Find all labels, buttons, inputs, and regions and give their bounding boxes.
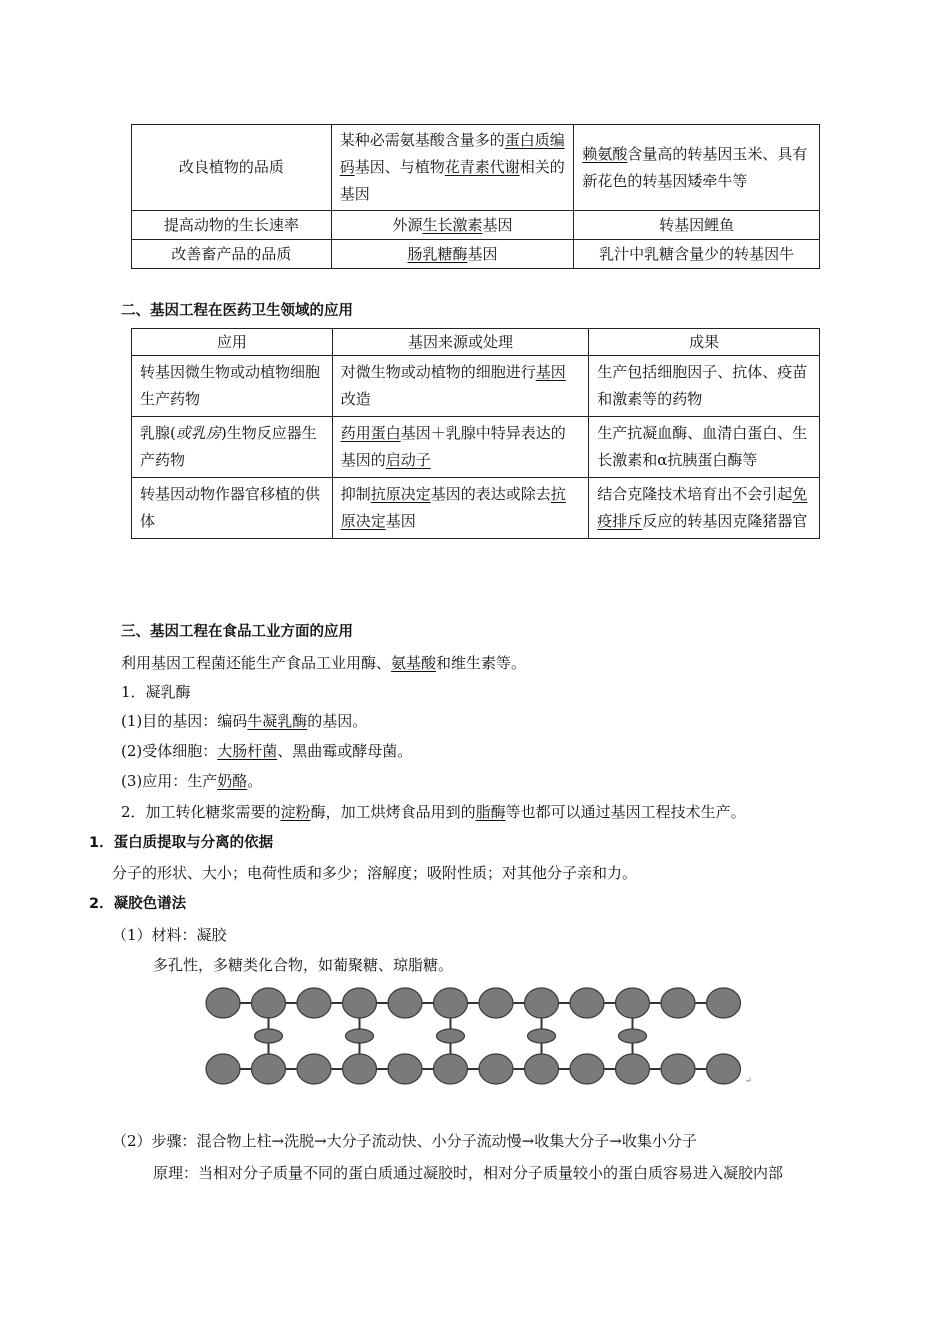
table-cell: 改善畜产品的品质 — [132, 240, 332, 269]
underlined-term: 肠乳糖酶 — [407, 245, 468, 263]
text: (2)受体细胞： — [121, 742, 218, 760]
cell-text: 基因 — [467, 245, 498, 263]
gel-bead — [206, 1054, 240, 1084]
table-row — [132, 240, 820, 269]
table-cell — [332, 356, 589, 417]
cell-text: 外源 — [392, 216, 423, 234]
paragraph-mark: ↵ — [745, 1076, 752, 1085]
subheading: 1．凝乳酶 — [121, 683, 191, 701]
gel-bead — [252, 1054, 286, 1084]
paragraph — [121, 770, 262, 792]
underlined-term: 启动子 — [385, 451, 431, 469]
underlined-term: 药用蛋白 — [340, 424, 401, 442]
underlined-term: 奶酪 — [217, 772, 248, 790]
paragraph: （2）步骤：混合物上柱→洗脱→大分子流动快、小分子流动慢→收集大分子→收集小分子 — [112, 1132, 697, 1150]
paragraph — [121, 801, 746, 823]
table-cell: 转基因微生物或动植物细胞生产药物 — [132, 356, 333, 417]
underlined-term: 赖氨酸 — [582, 144, 628, 163]
section-heading: 2．凝胶色谱法 — [89, 896, 187, 912]
table-cell — [331, 211, 574, 240]
table-cell: 生产包括细胞因子、抗体、疫苗和激素等的药物 — [589, 356, 820, 417]
gel-bead — [434, 1054, 468, 1084]
underlined-term: 大肠杆菌 — [217, 742, 278, 760]
paragraph — [121, 710, 367, 732]
gel-bead — [661, 1054, 695, 1084]
table-cell — [574, 125, 820, 211]
cell-text: 基因 — [482, 216, 513, 234]
table-cell: 转基因鲤鱼 — [574, 211, 820, 240]
paragraph — [121, 652, 526, 674]
paragraph: 分子的形状、大小；电荷性质和多少；溶解度；吸附性质；对其他分子亲和力。 — [112, 864, 638, 882]
table-cell — [332, 417, 589, 478]
table-header-row — [132, 329, 820, 356]
gel-crosslink-node — [528, 1029, 556, 1043]
gel-bead — [297, 1054, 331, 1084]
gel-bead — [616, 1054, 650, 1084]
section-heading: 1．蛋白质提取与分离的依据 — [89, 835, 274, 851]
gel-bead — [525, 1054, 559, 1084]
cell-text: 相关的基因 — [339, 158, 565, 203]
table-cell: 生产抗凝血酶、血清白蛋白、生长激素和α抗胰蛋白酶等 — [589, 417, 820, 478]
text: (1)目的基因：编码 — [121, 712, 248, 730]
gel-bead — [525, 988, 559, 1018]
table-cell — [331, 125, 574, 211]
cell-text: 基因、与植物 — [354, 158, 445, 176]
underlined-term: 抗原决定 — [370, 485, 431, 503]
cell-text: 基因的表达或除去 — [430, 485, 551, 503]
gel-bead — [479, 1054, 513, 1084]
table-cell: 提高动物的生长速率 — [132, 211, 332, 240]
gel-bead — [707, 988, 741, 1018]
underlined-term: 花青素代谢 — [444, 158, 520, 176]
medicine-table — [131, 328, 820, 539]
gel-bead — [388, 1054, 422, 1084]
gel-crosslink-node — [619, 1029, 647, 1043]
gel-crosslink-node — [437, 1029, 465, 1043]
table-cell: 转基因动物作器官移植的供体 — [132, 478, 333, 539]
section-heading: 二、基因工程在医药卫生领域的应用 — [121, 303, 353, 319]
gel-bead — [252, 988, 286, 1018]
underlined-term: 生长激素 — [422, 216, 483, 234]
cell-text: 反应的转基因克隆猪器官 — [642, 512, 808, 530]
cell-text: 改造 — [340, 390, 371, 408]
cell-text: 某种必需氨基酸含量多的 — [339, 131, 505, 149]
table-header: 应用 — [132, 329, 333, 356]
gel-crosslink-node — [255, 1029, 283, 1043]
gel-bead — [343, 1054, 377, 1084]
underlined-term: 氨基酸 — [391, 654, 437, 672]
gel-bead — [434, 988, 468, 1018]
cell-text: 含量高的转基因玉米、具有新花色的转基因矮牵牛等 — [582, 144, 808, 190]
table-cell — [331, 240, 574, 269]
cell-text: 结合克隆技术培育出不会引起 — [597, 485, 793, 503]
cell-text: )生物反应器生产药物 — [140, 424, 317, 469]
text: 等也都可以通过基因工程技术生产。 — [505, 803, 746, 821]
table-row — [132, 417, 820, 478]
table-header: 基因来源或处理 — [332, 329, 589, 356]
gel-bead — [616, 988, 650, 1018]
text: 2．加工转化糖浆需要的 — [121, 803, 281, 821]
paragraph — [121, 740, 412, 762]
gel-bead — [570, 1054, 604, 1084]
text: 。 — [247, 772, 263, 790]
cell-text: 基因 — [385, 512, 416, 530]
gel-bead — [570, 988, 604, 1018]
gel-crosslink-node — [346, 1029, 374, 1043]
text: 酶，加工烘烤食品用到的 — [310, 803, 476, 821]
underlined-term: 淀粉 — [280, 803, 311, 821]
section-heading: 三、基因工程在食品工业方面的应用 — [121, 624, 353, 640]
underlined-term: 基因 — [535, 363, 566, 381]
underlined-term: 蛋白质编码 — [339, 131, 565, 176]
underlined-term: 脂酶 — [475, 803, 506, 821]
cell-text: 乳腺( — [140, 424, 176, 442]
text: 、黑曲霉或酵母菌。 — [277, 742, 413, 760]
table-cell: 改良植物的品质 — [132, 125, 332, 211]
table-cell — [589, 478, 820, 539]
text: 和维生素等。 — [436, 654, 527, 672]
gel-bead — [206, 988, 240, 1018]
table-row — [132, 211, 820, 240]
cell-text: 基因＋乳腺中特异表达的基因的 — [340, 424, 566, 469]
text: 的基因。 — [307, 712, 368, 730]
text: (3)应用：生产 — [121, 772, 218, 790]
table-row — [132, 125, 820, 211]
gel-bead — [388, 988, 422, 1018]
underlined-term: 牛凝乳酶 — [247, 712, 308, 730]
paragraph: 多孔性，多糖类化合物，如葡聚糖、琼脂糖。 — [153, 956, 454, 974]
italic-note: 或乳房 — [175, 424, 221, 442]
subheading: （1）材料：凝胶 — [112, 926, 227, 944]
table-row — [132, 478, 820, 539]
underlined-term: 抗原决定 — [340, 485, 566, 530]
text: 利用基因工程菌还能生产食品工业用酶、 — [121, 654, 392, 672]
table-header: 成果 — [589, 329, 820, 356]
table-cell — [132, 417, 333, 478]
gel-bead — [661, 988, 695, 1018]
underlined-term: 免疫排斥 — [597, 485, 808, 530]
gel-structure-diagram — [200, 985, 760, 1090]
gel-bead — [707, 1054, 741, 1084]
table-cell: 乳汁中乳糖含量少的转基因牛 — [574, 240, 820, 269]
table-cell — [332, 478, 589, 539]
table-row — [132, 356, 820, 417]
gel-bead — [297, 988, 331, 1018]
cell-text: 抑制 — [340, 485, 371, 503]
plant-animal-table — [131, 124, 820, 269]
paragraph: 原理：当相对分子质量不同的蛋白质通过凝胶时，相对分子质量较小的蛋白质容易进入凝胶内部 — [153, 1164, 784, 1182]
gel-bead — [479, 988, 513, 1018]
gel-bead — [343, 988, 377, 1018]
cell-text: 对微生物或动植物的细胞进行 — [340, 363, 536, 381]
